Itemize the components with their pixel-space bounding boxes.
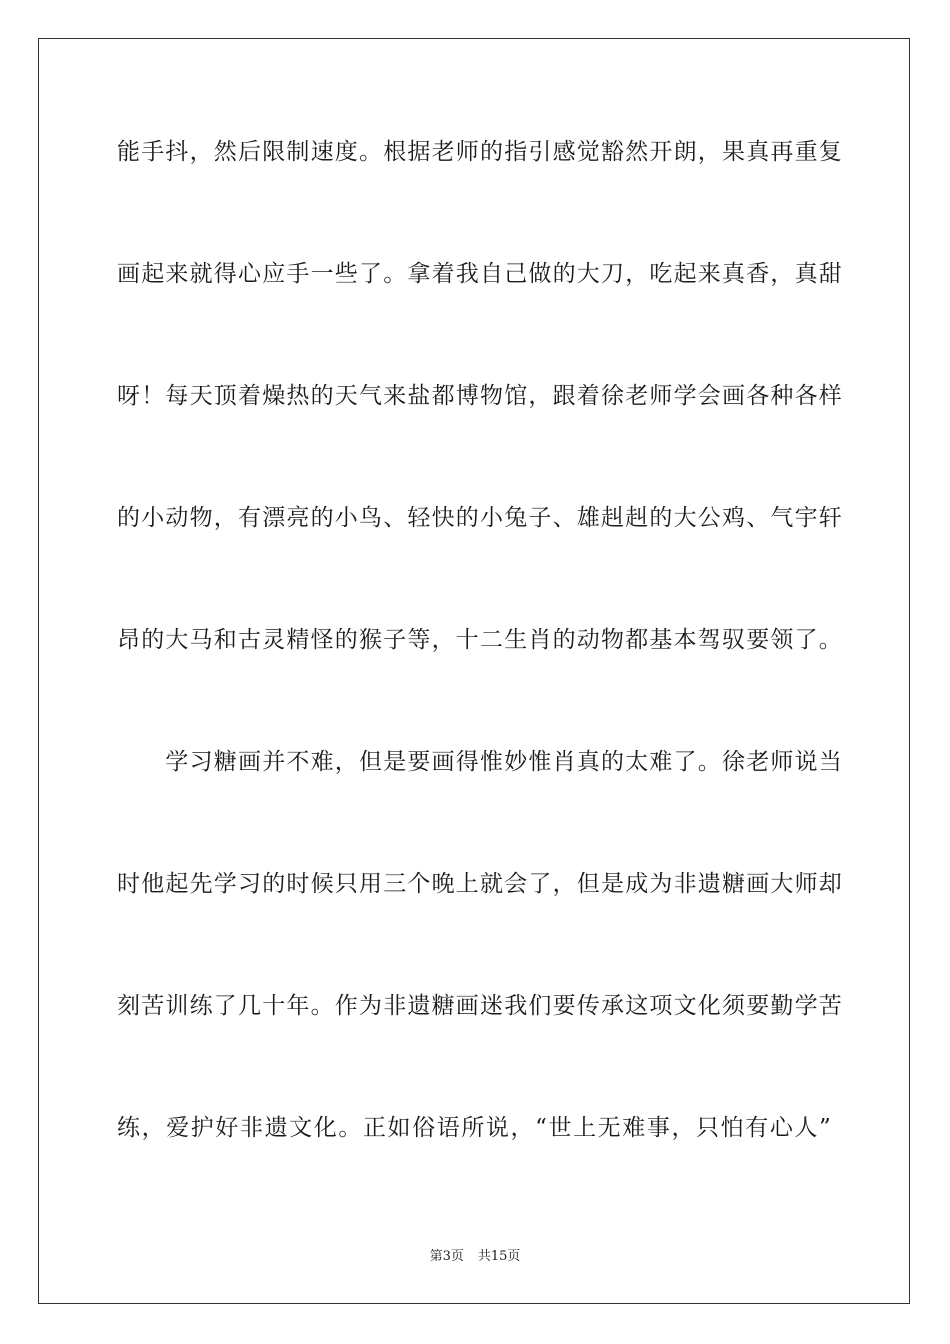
page-total: 共15页	[477, 1249, 521, 1264]
body-line-3: 呀！每天顶着燥热的天气来盐都博物馆，跟着徐老师学会画各种各样	[117, 383, 843, 409]
body-line-9: 练，爱护好非遗文化。正如俗语所说，“世上无难事，只怕有心人”	[117, 1115, 832, 1141]
page-number: 第3页	[429, 1249, 464, 1264]
body-line-8: 刻苦训练了几十年。作为非遗糖画迷我们要传承这项文化须要勤学苦	[117, 993, 843, 1019]
body-line-4: 的小动物，有漂亮的小鸟、轻快的小兔子、雄赳赳的大公鸡、气宇轩	[117, 505, 843, 531]
body-line-7: 时他起先学习的时候只用三个晚上就会了，但是成为非遗糖画大师却	[117, 871, 843, 897]
body-line-5: 昂的大马和古灵精怪的猴子等，十二生肖的动物都基本驾驭要领了。	[117, 627, 843, 653]
page-footer	[0, 1248, 950, 1266]
body-line-6: 学习糖画并不难，但是要画得惟妙惟肖真的太难了。徐老师说当	[117, 749, 843, 775]
body-line-1: 能手抖，然后限制速度。根据老师的指引感觉豁然开朗，果真再重复	[117, 139, 843, 165]
body-line-2: 画起来就得心应手一些了。拿着我自己做的大刀，吃起来真香，真甜	[117, 261, 843, 287]
